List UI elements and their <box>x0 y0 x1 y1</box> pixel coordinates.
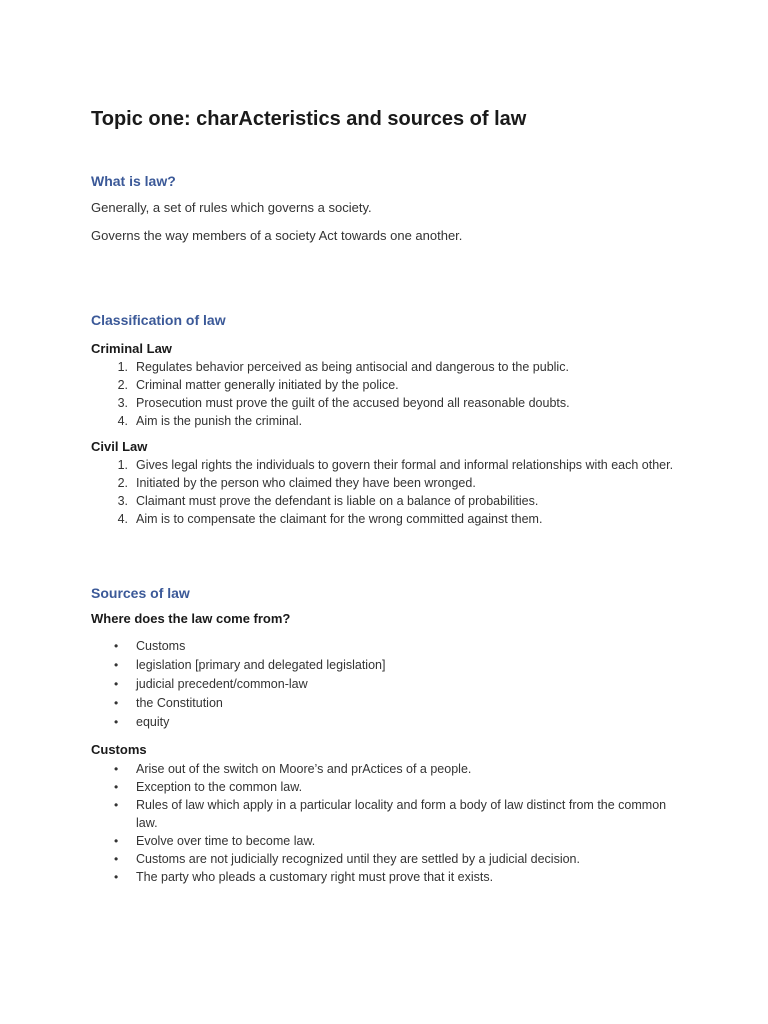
heading-sources-of-law: Sources of law <box>91 585 190 601</box>
list-item <box>91 850 676 868</box>
list-item-text: Regulates behavior perceived as being antisocial and dangerous to the public. <box>136 360 569 374</box>
bullet-icon: • <box>114 870 119 884</box>
list-item-text: the Constitution <box>136 696 223 710</box>
list-item <box>91 358 676 376</box>
list-item <box>91 868 676 886</box>
list-item-text: Customs are not judicially recognized until they are settled by a judicial decision. <box>136 852 580 866</box>
list-item <box>91 778 676 796</box>
list-number: 2. <box>117 476 128 490</box>
paragraph: Generally, a set of rules which governs a society. <box>91 200 372 215</box>
list-item <box>91 376 676 394</box>
list-item-text: Arise out of the switch on Moore’s and prActices of a people. <box>136 762 472 776</box>
bullet-icon: • <box>114 658 119 672</box>
customs-list <box>91 760 676 886</box>
list-item <box>91 510 676 528</box>
list-item <box>91 412 676 430</box>
list-item <box>91 394 676 412</box>
list-item-text: The party who pleads a customary right must prove that it exists. <box>136 870 494 884</box>
list-item-text: Prosecution must prove the guilt of the accused beyond all reasonable doubts. <box>136 396 570 410</box>
list-number: 4. <box>117 512 128 526</box>
list-item-text: Aim is the punish the criminal. <box>136 414 303 428</box>
list-item <box>91 713 676 732</box>
list-item <box>91 656 676 675</box>
list-item <box>91 637 676 656</box>
list-item <box>91 675 676 694</box>
bullet-icon: • <box>114 798 119 812</box>
list-number: 3. <box>117 494 128 508</box>
list-item-text: Gives legal rights the individuals to govern their formal and informal relationships with each other. <box>136 458 674 472</box>
bullet-icon: • <box>114 715 119 729</box>
list-number: 4. <box>117 414 128 428</box>
bullet-icon: • <box>114 677 119 691</box>
heading-customs: Customs <box>91 742 147 757</box>
list-item-text: Criminal matter generally initiated by the police. <box>136 378 399 392</box>
list-item <box>91 796 676 832</box>
sources-list <box>91 637 676 732</box>
list-item-text: legislation [primary and delegated legislation] <box>136 658 386 672</box>
list-item-text: equity <box>136 715 170 729</box>
list-item <box>91 832 676 850</box>
civil-law-list <box>91 456 676 528</box>
bullet-icon: • <box>114 780 119 794</box>
list-number: 1. <box>117 360 128 374</box>
document-title: Topic one: charActeristics and sources of law <box>91 108 527 130</box>
list-number: 2. <box>117 378 128 392</box>
list-item-text: Claimant must prove the defendant is liable on a balance of probabilities. <box>136 494 539 508</box>
list-item-text: Evolve over time to become law. <box>136 834 316 848</box>
bullet-icon: • <box>114 834 119 848</box>
bullet-icon: • <box>114 762 119 776</box>
list-item <box>91 760 676 778</box>
list-item <box>91 694 676 713</box>
list-item <box>91 474 676 492</box>
bullet-icon: • <box>114 852 119 866</box>
bullet-icon: • <box>114 696 119 710</box>
list-item-text: Customs <box>136 639 186 653</box>
heading-criminal-law: Criminal Law <box>91 341 172 356</box>
list-number: 1. <box>117 458 128 472</box>
list-number: 3. <box>117 396 128 410</box>
list-item <box>91 492 676 510</box>
paragraph: Governs the way members of a society Act towards one another. <box>91 228 463 243</box>
list-item-text: Aim is to compensate the claimant for the wrong committed against them. <box>136 512 543 526</box>
heading-civil-law: Civil Law <box>91 439 148 454</box>
list-item-text: Rules of law which apply in a particular locality and form a body of law distinct from the common law. <box>136 798 667 830</box>
list-item <box>91 456 676 474</box>
bullet-icon: • <box>114 639 119 653</box>
heading-classification-of-law: Classification of law <box>91 312 226 328</box>
list-item-text: Exception to the common law. <box>136 780 303 794</box>
sources-question: Where does the law come from? <box>91 611 291 626</box>
heading-what-is-law: What is law? <box>91 173 176 189</box>
list-item-text: judicial precedent/common-law <box>136 677 308 691</box>
criminal-law-list <box>91 358 676 430</box>
list-item-text: Initiated by the person who claimed they have been wronged. <box>136 476 476 490</box>
